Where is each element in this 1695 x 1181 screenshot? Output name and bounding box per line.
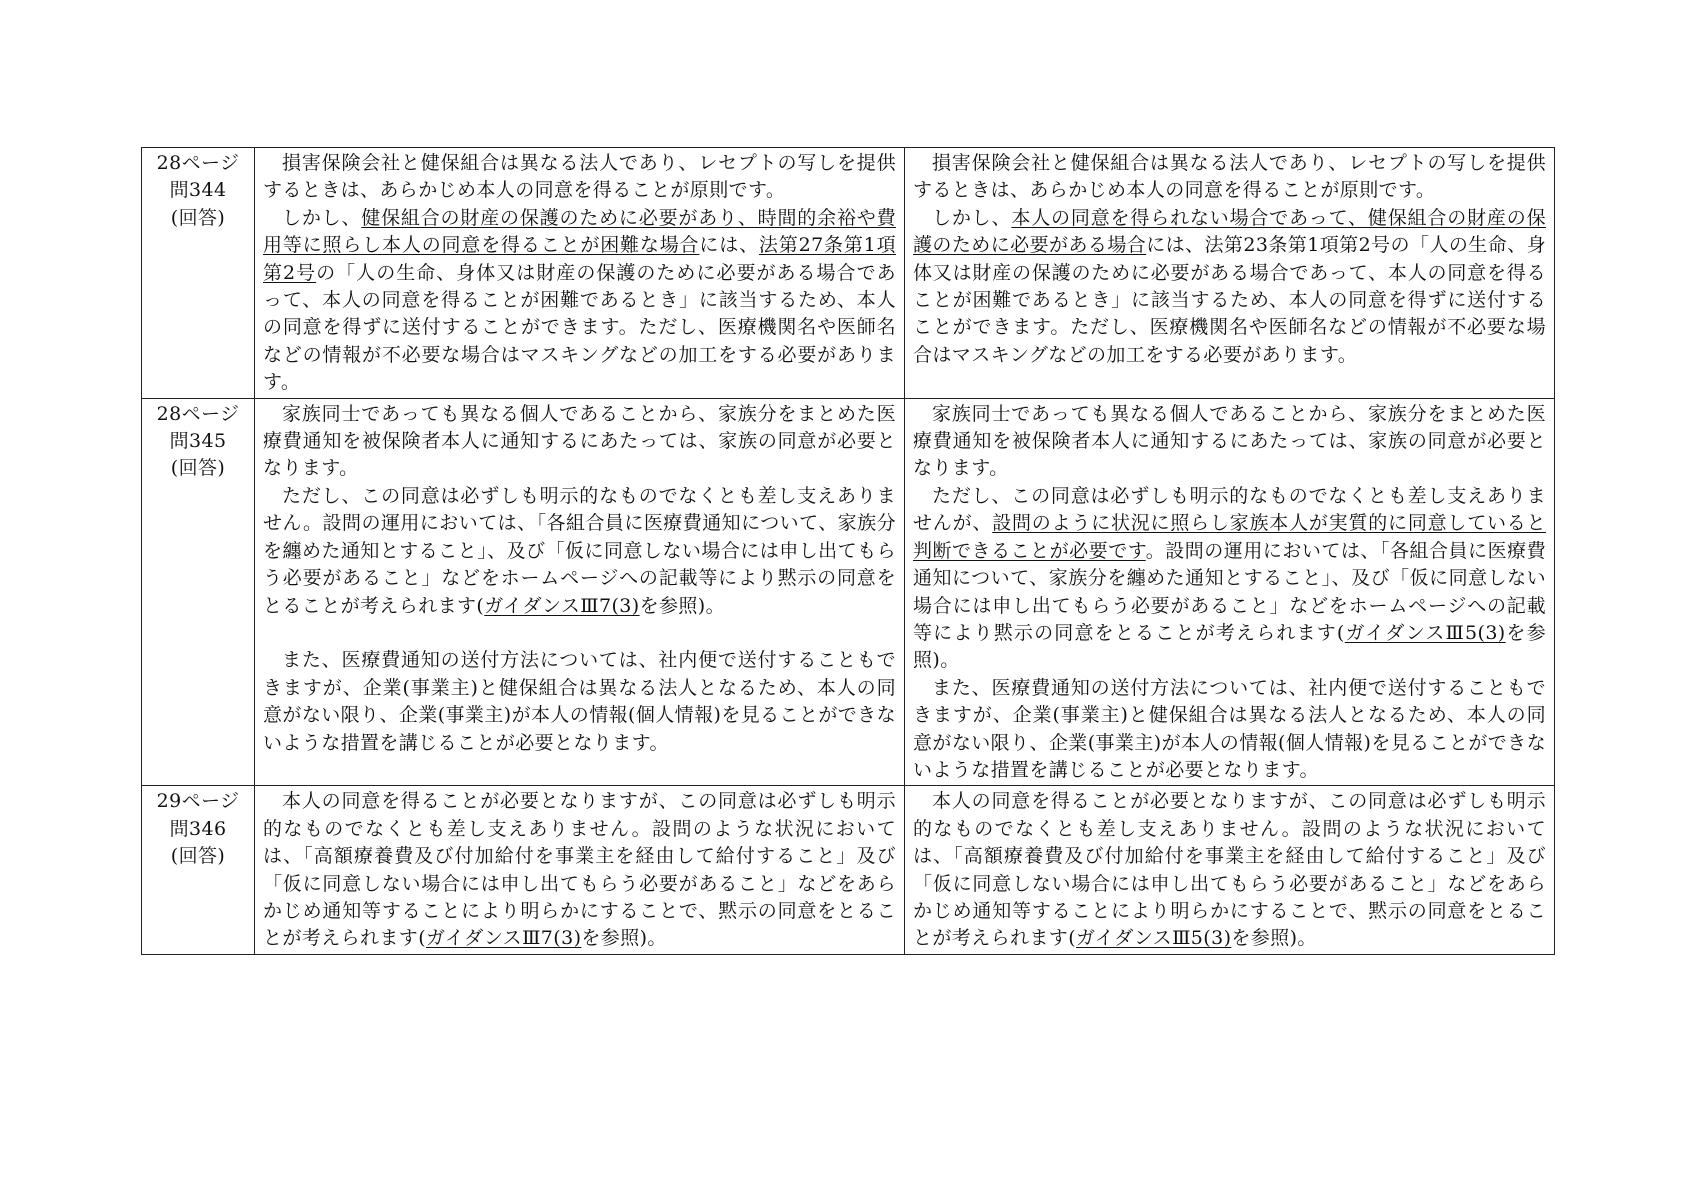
text-segment: しかし、 bbox=[282, 206, 362, 229]
reference-cell bbox=[142, 786, 255, 954]
text-segment: ただし、この同意は必ずしも明示的なものでなくとも差し支えありません。設問の運用においては、「各組合員に医療費通知について、家族分を纏めた通知とすること」、及び「仮に同意しない場合には申し出てもらう必要があること」などをホームページへの記載等により黙示の同意をとることが考えられます( bbox=[263, 484, 896, 617]
paragraph bbox=[263, 150, 896, 205]
question-number: 問346 bbox=[169, 817, 227, 840]
reference-cell bbox=[142, 148, 255, 399]
text-segment: を参照)。 bbox=[913, 621, 1546, 672]
underlined-text: ガイダンスⅢ7(3) bbox=[426, 927, 582, 950]
paragraph bbox=[263, 483, 896, 620]
paragraph bbox=[263, 788, 896, 952]
table-row bbox=[142, 148, 1555, 399]
old-text-cell bbox=[255, 786, 905, 954]
paragraph bbox=[913, 401, 1546, 483]
text-segment: を参照)。 bbox=[581, 927, 667, 950]
text-segment: 損害保険会社と健保組合は異なる法人であり、レセプトの写しを提供するときは、あらかじめ本人の同意を得ることが原則です。 bbox=[263, 152, 896, 202]
new-text-cell bbox=[905, 398, 1555, 786]
text-segment: また、医療費通知の送付方法については、社内便で送付することもできますが、企業(事業主)と健保組合は異なる法人となるため、本人の同意がない限り、企業(事業主)が本人の情報(個人情報)を見ることができないような措置を講じることが必要となります。 bbox=[913, 676, 1546, 781]
old-text-cell bbox=[255, 148, 905, 399]
page-reference: 29ページ bbox=[156, 790, 240, 813]
underlined-text: 設問のように状況に照らし家族本人が実質的に同意していると判断できることが必要です bbox=[913, 512, 1547, 562]
text-segment: 家族同士であっても異なる個人であることから、家族分をまとめた医療費通知を被保険者本人に通知するにあたっては、家族の同意が必要となります。 bbox=[263, 402, 896, 480]
page-reference: 28ページ bbox=[156, 152, 240, 174]
new-text-cell bbox=[905, 786, 1555, 954]
text-segment: しかし、 bbox=[932, 206, 1012, 229]
underlined-text: 健保組合の財産の保護のために必要があり、時間的余裕や費用等に照らし本人の同意を得ることが困難な場合 bbox=[263, 206, 896, 257]
paragraph bbox=[913, 483, 1546, 675]
paragraph bbox=[263, 647, 896, 757]
underlined-text: ガイダンスⅢ7(3) bbox=[484, 594, 640, 617]
paragraph bbox=[913, 788, 1546, 952]
text-segment: には、法第23条第1項第2号の「人の生命、身体又は財産の保護のために必要がある場合であって、本人の同意を得ることが困難であるとき」に該当するため、本人の同意を得ずに送付することができます。ただし、医療機関名や医師名などの情報が不必要な場合はマスキングなどの加工をする必要があります。 bbox=[913, 234, 1546, 366]
text-segment: 本人の同意を得ることが必要となりますが、この同意は必ずしも明示的なものでなくとも差し支えありません。設問のような状況においては、「高額療養費及び付加給付を事業主を経由して給付すること」及び「仮に同意しない場合には申し出てもらう必要があること」などをあらかじめ通知等することにより明らかにすることで、黙示の同意をとることが考えられます( bbox=[913, 790, 1546, 950]
underlined-text: ガイダンスⅢ5(3) bbox=[1344, 621, 1506, 644]
text-segment: には、 bbox=[699, 234, 759, 257]
table-row bbox=[142, 786, 1555, 954]
underlined-text: ガイダンスⅢ5(3) bbox=[1076, 927, 1232, 950]
old-text-cell bbox=[255, 398, 905, 786]
text-segment: 。設問の運用においては、「各組合員に医療費通知について、家族分を纏めた通知とすること」、及び「仮に同意しない場合には申し出てもらう必要があること」などをホームページへの記載等により黙示の同意をとることが考えられます( bbox=[913, 539, 1547, 644]
text-segment: の「人の生命、身体又は財産の保護のために必要がある場合であって、本人の同意を得ることが困難であるとき」に該当するため、本人の同意を得ずに送付することができます。ただし、医療機関名や医師名などの情報が不必要な場合はマスキングなどの加工をする必要があります。 bbox=[263, 261, 896, 394]
table-row bbox=[142, 398, 1555, 786]
underlined-text: 法第27条第1項第2号 bbox=[263, 234, 897, 284]
answer-label: (回答) bbox=[170, 457, 226, 480]
text-segment: を参照)。 bbox=[639, 594, 726, 617]
reference-cell bbox=[142, 398, 255, 786]
comparison-table bbox=[141, 147, 1555, 955]
paragraph bbox=[913, 205, 1546, 369]
underlined-text: 本人の同意を得られない場合であって、健保組合の財産の保護のために必要がある場合 bbox=[913, 206, 1546, 257]
paragraph bbox=[913, 675, 1546, 785]
text-segment: を参照)。 bbox=[1231, 927, 1317, 950]
text-segment: 損害保険会社と健保組合は異なる法人であり、レセプトの写しを提供するときは、あらかじめ本人の同意を得ることが原則です。 bbox=[913, 152, 1546, 202]
text-segment: ただし、この同意は必ずしも明示的なものでなくとも差し支えありませんが、 bbox=[913, 484, 1546, 535]
text-segment: また、医療費通知の送付方法については、社内便で送付することもできますが、企業(事業主)と健保組合は異なる法人となるため、本人の同意がない限り、企業(事業主)が本人の情報(個人情報)を見ることができないような措置を講じることが必要となります。 bbox=[263, 649, 896, 754]
paragraph bbox=[913, 150, 1546, 205]
question-number: 問344 bbox=[169, 179, 227, 202]
answer-label: (回答) bbox=[170, 206, 226, 229]
paragraph bbox=[263, 401, 896, 483]
new-text-cell bbox=[905, 148, 1555, 399]
question-number: 問345 bbox=[169, 430, 227, 453]
answer-label: (回答) bbox=[170, 845, 226, 868]
text-segment: 本人の同意を得ることが必要となりますが、この同意は必ずしも明示的なものでなくとも差し支えありません。設問のような状況においては、「高額療養費及び付加給付を事業主を経由して給付すること」及び「仮に同意しない場合には申し出てもらう必要があること」などをあらかじめ通知等することにより明らかにすることで、黙示の同意をとることが考えられます( bbox=[263, 790, 896, 950]
paragraph bbox=[263, 205, 896, 397]
blank-line bbox=[263, 620, 896, 647]
page-reference: 28ページ bbox=[156, 402, 240, 425]
text-segment: 家族同士であっても異なる個人であることから、家族分をまとめた医療費通知を被保険者本人に通知するにあたっては、家族の同意が必要となります。 bbox=[913, 402, 1546, 480]
